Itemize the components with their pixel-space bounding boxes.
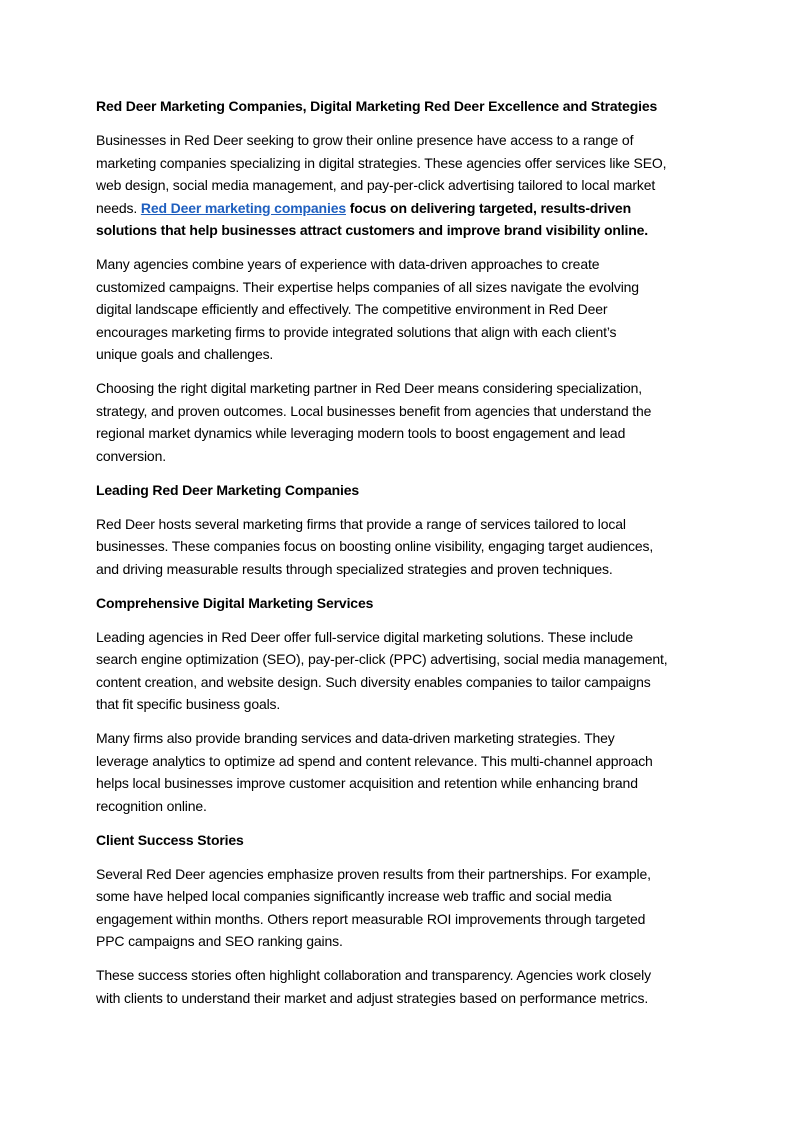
text-line: search engine optimization (SEO), pay-per-click (PPC) advertising, social media management, (96, 651, 668, 667)
text-line: businesses. These companies focus on boosting online visibility, engaging target audiences, (96, 538, 654, 554)
text-line: solutions that help businesses attract customers and improve brand visibility online. (96, 222, 649, 238)
text-line: Leading agencies in Red Deer offer full-service digital marketing solutions. These include (96, 628, 633, 645)
text-line: some have helped local companies significantly increase web traffic and social media (96, 888, 612, 904)
text-line: that fit specific business goals. (96, 696, 281, 712)
text-line: customized campaigns. Their expertise helps companies of all sizes navigate the evolving (96, 278, 639, 295)
paragraph (96, 626, 706, 716)
text-line: Choosing the right digital marketing partner in Red Deer means considering specialization, (96, 380, 643, 396)
text-line: PPC campaigns and SEO ranking gains. (96, 933, 343, 949)
section-heading: Comprehensive Digital Marketing Services (96, 594, 374, 611)
text-line: digital landscape efficiently and effectively. The competitive environment in Red Deer (96, 301, 608, 317)
text-line: helps local businesses improve customer acquisition and retention while enhancing brand (96, 775, 638, 791)
text-line: recognition online. (96, 797, 207, 814)
paragraph (96, 727, 706, 817)
document-title: Red Deer Marketing Companies, Digital Marketing Red Deer Excellence and Strategies (96, 98, 658, 114)
section-heading: Client Success Stories (96, 831, 244, 848)
text-line: encourages marketing firms to provide integrated solutions that align with each client’s (96, 323, 617, 340)
text-line: unique goals and challenges. (96, 346, 274, 362)
text-line: Many agencies combine years of experience with data-driven approaches to create (96, 256, 600, 272)
intro-paragraph (96, 129, 706, 242)
text-line: These success stories often highlight collaboration and transparency. Agencies work closely (96, 967, 651, 983)
paragraph (96, 377, 706, 467)
text-line: web design, social media management, and pay-per-click advertising tailored to local market (96, 177, 656, 193)
text-line: Many firms also provide branding services and data-driven marketing strategies. They (96, 730, 615, 746)
text-line: marketing companies specializing in digital strategies. These agencies offer services like SEO, (96, 154, 667, 171)
text-line: with clients to understand their market and adjust strategies based on performance metrics. (96, 989, 649, 1006)
post-link-text: focus on delivering targeted, results-driven (345, 199, 631, 216)
text-line: strategy, and proven outcomes. Local businesses benefit from agencies that understand the (96, 402, 652, 419)
document-page (96, 95, 706, 1021)
text-line: engagement within months. Others report measurable ROI improvements through targeted (96, 910, 646, 927)
text-line: regional market dynamics while leveraging modern tools to boost engagement and lead (96, 425, 626, 441)
text-line: Red Deer hosts several marketing firms that provide a range of services tailored to local (96, 515, 626, 532)
text-line: leverage analytics to optimize ad spend and content relevance. This multi-channel approach (96, 752, 653, 769)
pre-link-text: needs. (96, 199, 141, 216)
text-line: Businesses in Red Deer seeking to grow their online presence have access to a range of (96, 132, 634, 148)
text-line: conversion. (96, 447, 166, 464)
text-line (96, 197, 706, 220)
section-heading: Leading Red Deer Marketing Companies (96, 481, 359, 498)
paragraph (96, 253, 706, 366)
paragraph (96, 863, 706, 953)
text-line: and driving measurable results through specialized strategies and proven techniques. (96, 560, 613, 577)
text-line: content creation, and website design. Such diversity enables companies to tailor campaigns (96, 673, 651, 690)
red-deer-marketing-link[interactable]: Red Deer marketing companies (140, 199, 346, 216)
paragraph (96, 964, 706, 1009)
text-line: Several Red Deer agencies emphasize proven results from their partnerships. For example, (96, 865, 651, 882)
document-title-block (96, 95, 706, 118)
paragraph (96, 513, 706, 581)
